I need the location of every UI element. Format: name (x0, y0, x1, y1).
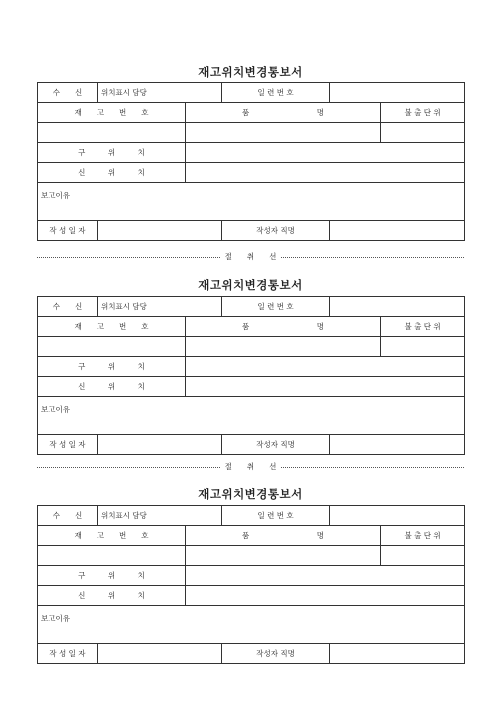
issue-unit-label: 불 출 단 위 (381, 317, 465, 337)
stock-number-label: 재 고 번 호 (38, 526, 186, 546)
item-name-label: 품 명 (186, 317, 381, 337)
new-location-field[interactable] (186, 586, 465, 606)
item-name-label: 품 명 (186, 103, 381, 123)
date-field[interactable] (98, 221, 222, 241)
stock-number-field[interactable] (38, 546, 186, 566)
date-field[interactable] (98, 435, 222, 455)
form-2 (37, 296, 464, 455)
issue-unit-label: 불 출 단 위 (381, 103, 465, 123)
old-location-label: 구 위 치 (38, 357, 186, 377)
new-location-field[interactable] (186, 377, 465, 397)
recipient-label: 수 신 (38, 506, 98, 526)
new-location-label: 신 위 치 (38, 586, 186, 606)
stock-number-field[interactable] (38, 337, 186, 357)
serial-number-label: 일 련 번 호 (222, 506, 330, 526)
author-title-label: 작성자 직명 (222, 435, 330, 455)
report-reason-label: 보고이유 (41, 614, 70, 623)
author-title-label: 작성자 직명 (222, 221, 330, 241)
author-title-field[interactable] (330, 644, 465, 664)
old-location-field[interactable] (186, 357, 465, 377)
serial-number-label: 일 련 번 호 (222, 297, 330, 317)
serial-number-field[interactable] (330, 83, 465, 103)
stock-number-label: 재 고 번 호 (38, 103, 186, 123)
author-title-field[interactable] (330, 435, 465, 455)
recipient-value: 위치표시 담당 (98, 297, 222, 317)
item-name-field[interactable] (186, 123, 381, 143)
issue-unit-field[interactable] (381, 546, 465, 566)
recipient-value: 위치표시 담당 (98, 83, 222, 103)
item-name-label: 품 명 (186, 526, 381, 546)
report-reason-field[interactable] (38, 397, 465, 435)
stock-number-label: 재 고 번 호 (38, 317, 186, 337)
form-3-title: 재고위치변경통보서 (198, 487, 303, 501)
date-label: 작 성 일 자 (38, 221, 98, 241)
issue-unit-field[interactable] (381, 337, 465, 357)
form-2-title: 재고위치변경통보서 (198, 278, 303, 292)
new-location-label: 신 위 치 (38, 377, 186, 397)
new-location-label: 신 위 치 (38, 163, 186, 183)
serial-number-field[interactable] (330, 297, 465, 317)
new-location-field[interactable] (186, 163, 465, 183)
old-location-field[interactable] (186, 143, 465, 163)
report-reason-label: 보고이유 (41, 191, 70, 200)
cut-line-2 (37, 462, 464, 472)
report-reason-label: 보고이유 (41, 405, 70, 414)
issue-unit-label: 불 출 단 위 (381, 526, 465, 546)
form-1-title: 재고위치변경통보서 (198, 65, 303, 79)
serial-number-label: 일 련 번 호 (222, 83, 330, 103)
recipient-label: 수 신 (38, 297, 98, 317)
serial-number-field[interactable] (330, 506, 465, 526)
author-title-field[interactable] (330, 221, 465, 241)
cut-line-1 (37, 252, 464, 262)
form-1 (37, 82, 464, 241)
stock-number-field[interactable] (38, 123, 186, 143)
old-location-field[interactable] (186, 566, 465, 586)
item-name-field[interactable] (186, 337, 381, 357)
report-reason-field[interactable] (38, 606, 465, 644)
date-label: 작 성 일 자 (38, 435, 98, 455)
author-title-label: 작성자 직명 (222, 644, 330, 664)
cut-line-label: 절 취 선 (221, 462, 281, 471)
old-location-label: 구 위 치 (38, 143, 186, 163)
item-name-field[interactable] (186, 546, 381, 566)
recipient-label: 수 신 (38, 83, 98, 103)
recipient-value: 위치표시 담당 (98, 506, 222, 526)
issue-unit-field[interactable] (381, 123, 465, 143)
report-reason-field[interactable] (38, 183, 465, 221)
cut-line-label: 절 취 선 (221, 252, 281, 261)
date-field[interactable] (98, 644, 222, 664)
form-3 (37, 505, 464, 664)
date-label: 작 성 일 자 (38, 644, 98, 664)
old-location-label: 구 위 치 (38, 566, 186, 586)
